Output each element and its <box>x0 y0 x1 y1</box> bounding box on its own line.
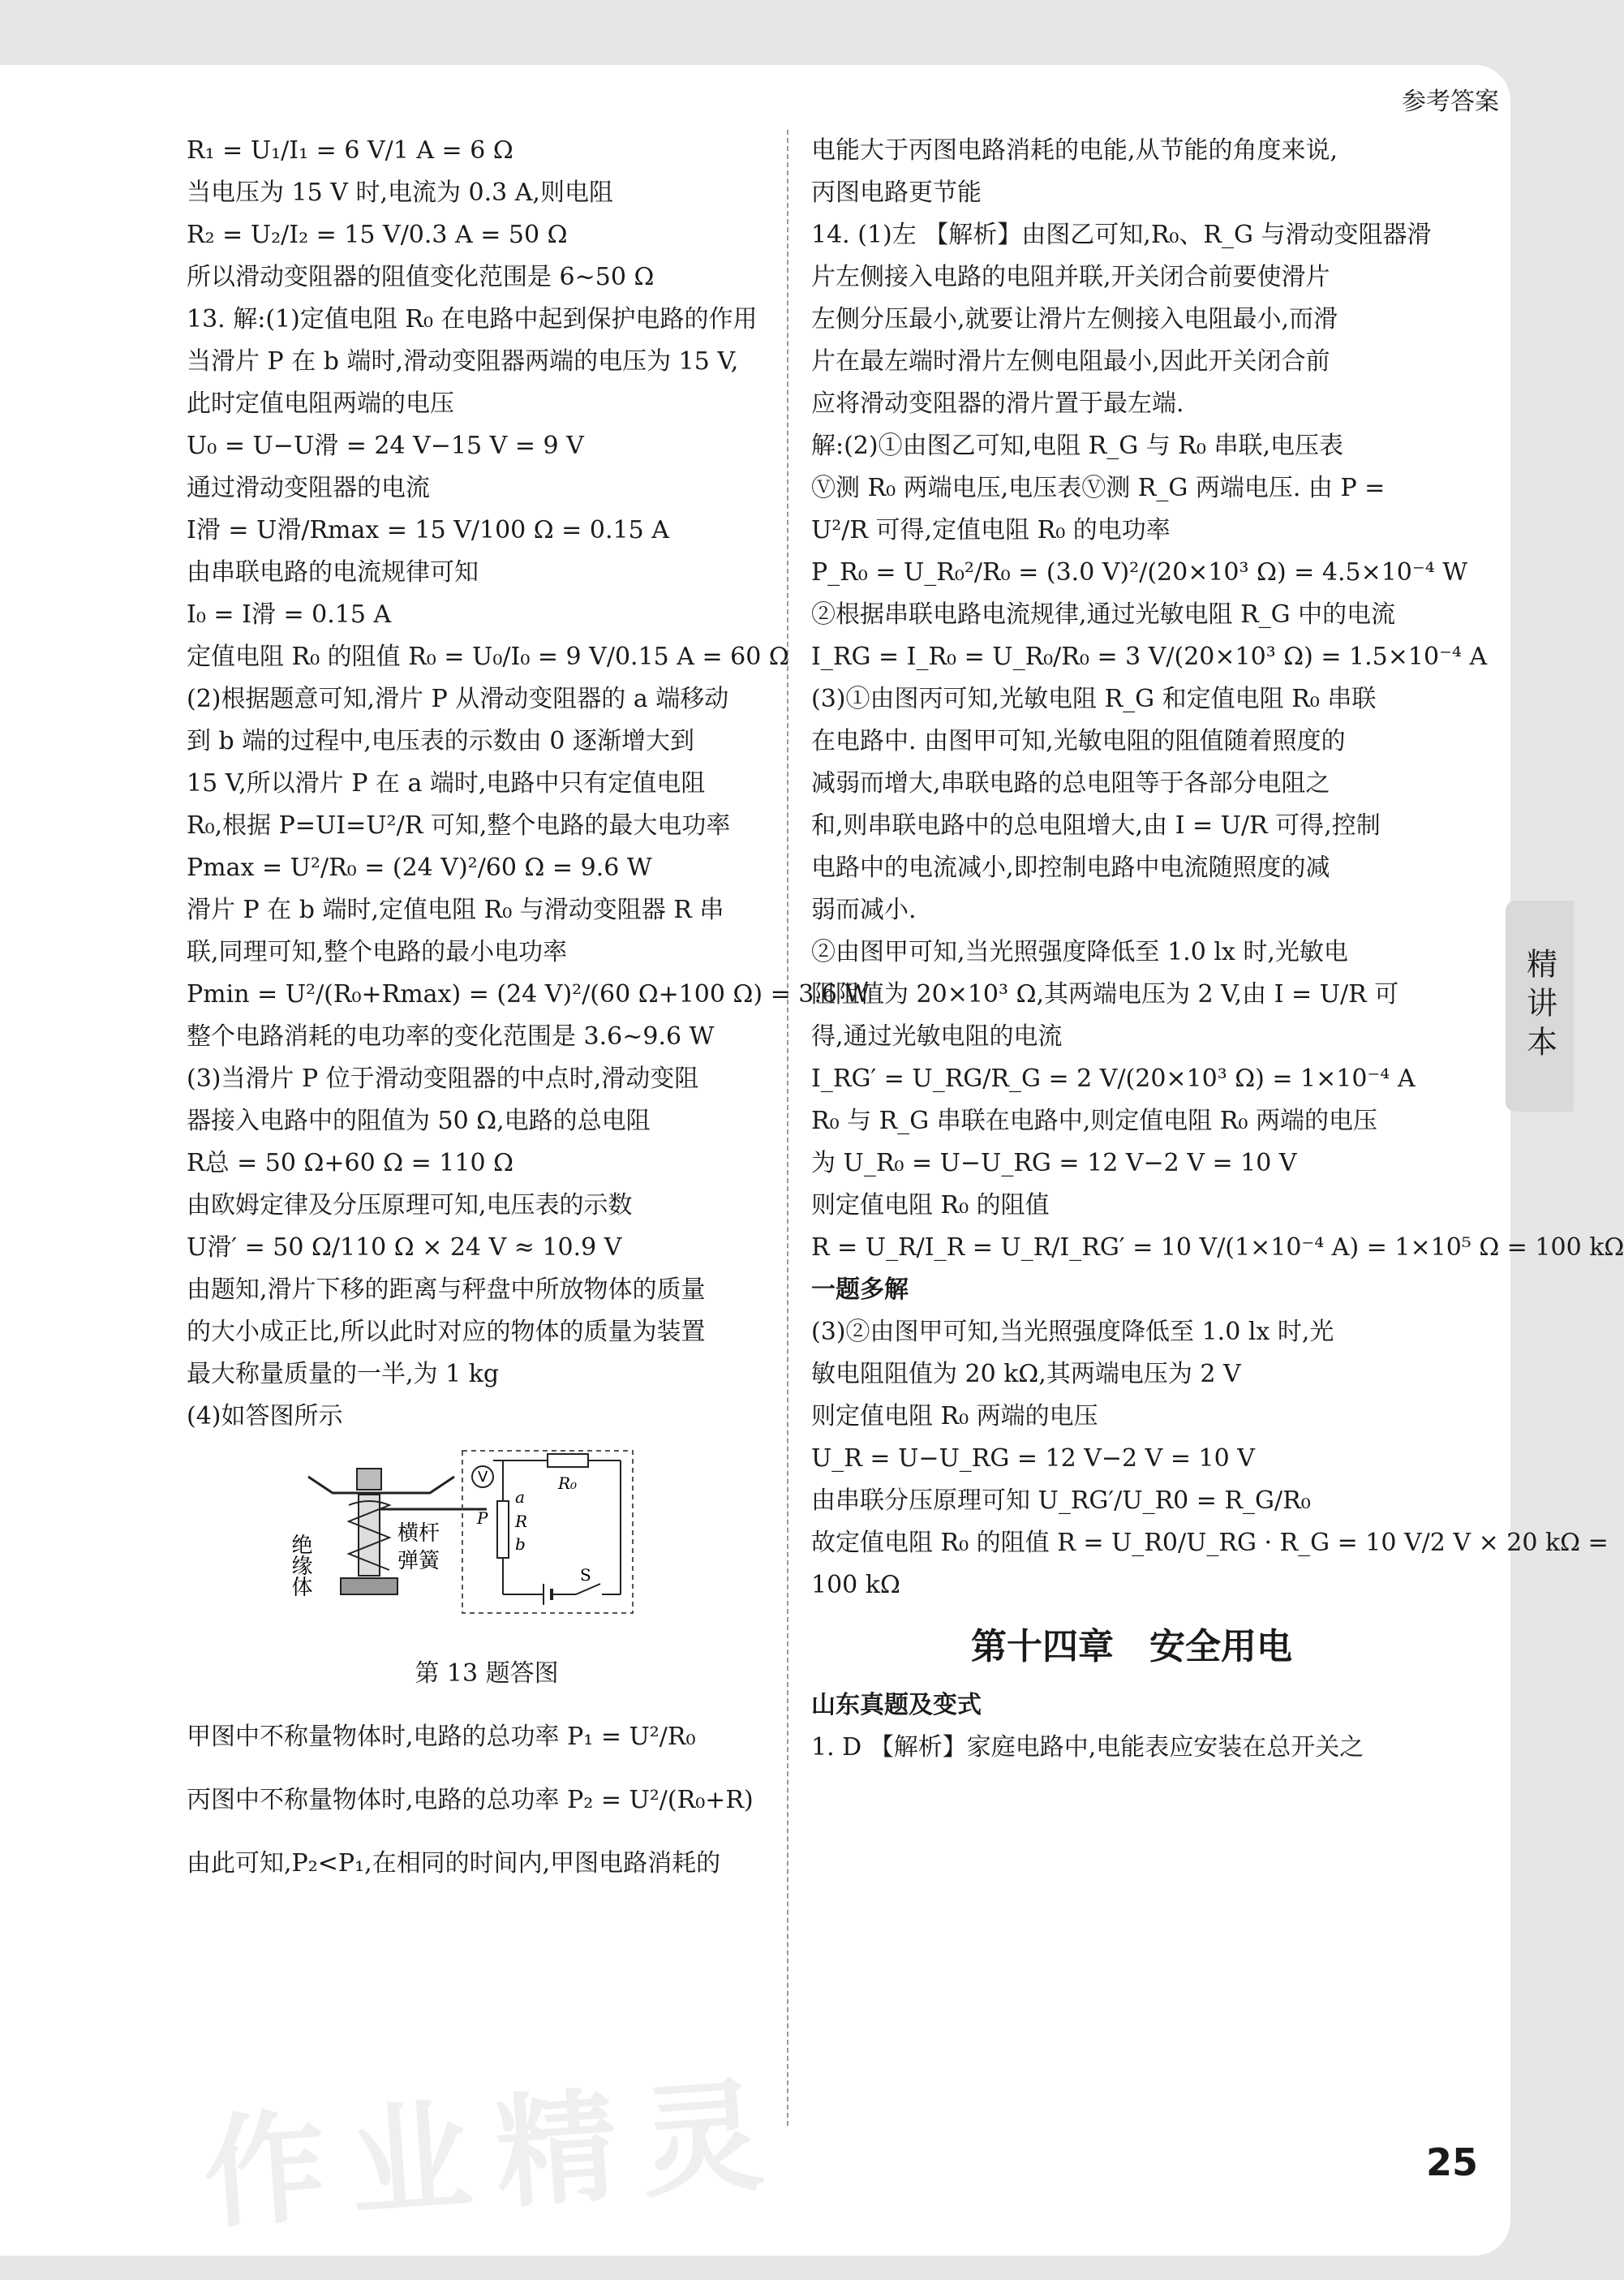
text-line: 片左侧接入电路的电阻并联,开关闭合前要使滑片 <box>811 263 1330 291</box>
circuit-figure <box>288 1444 641 1695</box>
formula-line: U滑′ = 50 Ω/110 Ω × 24 V ≈ 10.9 V <box>187 1233 622 1262</box>
text-line: 此时定值电阻两端的电压 <box>187 389 454 418</box>
text-line: U²/R 可得,定值电阻 R₀ 的电功率 <box>811 516 1171 544</box>
insulator-label: 绝缘体 <box>288 1534 312 1597</box>
text-line: 的大小成正比,所以此时对应的物体的质量为装置 <box>187 1318 706 1346</box>
watermark: 作业精灵 <box>199 2064 793 2246</box>
formula-line: Pmax = U²/R₀ = (24 V)²/60 Ω = 9.6 W <box>187 854 652 882</box>
text-line: 阻阻值为 20×10³ Ω,其两端电压为 2 V,由 I = U/R 可 <box>811 980 1399 1009</box>
text-line: R₁ = U₁/I₁ = 6 V/1 A = 6 Ω <box>187 136 513 165</box>
formula-line: I_RG = I_R₀ = U_R₀/R₀ = 3 V/(20×10³ Ω) = 1.5×10⁻⁴ A <box>811 643 1488 671</box>
side-tab-label: 精讲本 <box>1521 948 1557 1065</box>
text-line: (4)如答图所示 <box>187 1402 343 1430</box>
text-line: (3)当滑片 P 位于滑动变阻器的中点时,滑动变阻 <box>187 1065 699 1093</box>
text-line: 整个电路消耗的电功率的变化范围是 3.6~9.6 W <box>187 1022 715 1051</box>
text-line: 减弱而增大,串联电路的总电阻等于各部分电阻之 <box>811 769 1330 798</box>
text-line: (3)①由图丙可知,光敏电阻 R_G 和定值电阻 R₀ 串联 <box>811 685 1377 713</box>
text-line: 则定值电阻 R₀ 两端的电压 <box>811 1402 1098 1430</box>
page-number: 25 <box>1425 2140 1478 2184</box>
text-line: ②由图甲可知,当光照强度降低至 1.0 lx 时,光敏电 <box>811 938 1348 966</box>
formula-line: I滑 = U滑/Rmax = 15 V/100 Ω = 0.15 A <box>187 516 669 544</box>
text-line: 最大称量质量的一半,为 1 kg <box>187 1360 500 1388</box>
text-line: 由题知,滑片下移的距离与秤盘中所放物体的质量 <box>187 1276 706 1304</box>
text-line: 当电压为 15 V 时,电流为 0.3 A,则电阻 <box>187 179 613 207</box>
section-title: 山东真题及变式 <box>811 1691 982 1719</box>
switch-label: S <box>580 1565 591 1585</box>
text-line: (2)根据题意可知,滑片 P 从滑动变阻器的 a 端移动 <box>187 685 729 713</box>
text-line: ②根据串联电路电流规律,通过光敏电阻 R_G 中的电流 <box>811 600 1396 629</box>
a-label: a <box>515 1487 525 1507</box>
text-line: R₀,根据 P=UI=U²/R 可知,整个电路的最大电功率 <box>187 811 731 840</box>
crossbar-label: 横杆 <box>397 1521 440 1546</box>
circuit-diagram <box>288 1444 641 1639</box>
formula-line: 为 U_R₀ = U−U_RG = 12 V−2 V = 10 V <box>811 1149 1297 1177</box>
formula-line: I_RG′ = U_RG/R_G = 2 V/(20×10³ Ω) = 1×10⁻⁴ A <box>811 1065 1416 1093</box>
chapter-item-1: 1. D 【解析】家庭电路中,电能表应安装在总开关之 <box>811 1733 1364 1762</box>
question-13-start: 13. 解:(1)定值电阻 R₀ 在电路中起到保护电路的作用 <box>187 305 758 333</box>
text-line: 电能大于丙图电路消耗的电能,从节能的角度来说, <box>811 136 1338 165</box>
question-14-start: 14. (1)左 【解析】由图乙可知,R₀、R_G 与滑动变阻器滑 <box>811 221 1432 249</box>
formula-line: R总 = 50 Ω+60 Ω = 110 Ω <box>187 1149 513 1177</box>
formula-line: 故定值电阻 R₀ 的阻值 R = U_R0/U_RG · R_G = 10 V/2 V × 20 kΩ = <box>811 1529 1609 1557</box>
text-line: (3)②由图甲可知,当光照强度降低至 1.0 lx 时,光 <box>811 1318 1334 1346</box>
text-line: 15 V,所以滑片 P 在 a 端时,电路中只有定值电阻 <box>187 769 706 798</box>
text-line: 由此可知,P₂<P₁,在相同的时间内,甲图电路消耗的 <box>187 1849 721 1878</box>
formula-line: Pmin = U²/(R₀+Rmax) = (24 V)²/(60 Ω+100 Ω) = 3.6 W <box>187 980 870 1009</box>
text-line: 得,通过光敏电阻的电流 <box>811 1022 1063 1051</box>
text-line: 当滑片 P 在 b 端时,滑动变阻器两端的电压为 15 V, <box>187 347 739 376</box>
text-line: 器接入电路中的阻值为 50 Ω,电路的总电阻 <box>187 1107 651 1135</box>
column-divider <box>787 130 788 2126</box>
text-line: 弱而减小. <box>811 896 917 924</box>
formula-line: R = U_R/I_R = U_R/I_RG′ = 10 V/(1×10⁻⁴ A) = 1×10⁵ Ω = 100 kΩ <box>811 1233 1624 1262</box>
p-label: P <box>477 1508 488 1528</box>
text-line: 到 b 端的过程中,电压表的示数由 0 逐渐增大到 <box>187 727 694 755</box>
side-tab[interactable] <box>1506 901 1574 1112</box>
text-line: 解:(2)①由图乙可知,电阻 R_G 与 R₀ 串联,电压表 <box>811 432 1343 460</box>
text-line: 则定值电阻 R₀ 的阻值 <box>811 1191 1050 1220</box>
text-line: 应将滑动变阻器的滑片置于最左端. <box>811 389 1184 418</box>
r-label: R <box>515 1512 528 1531</box>
voltmeter-label: V <box>478 1469 488 1486</box>
figure-caption: 第 13 题答图 <box>415 1659 559 1688</box>
alt-solution-heading: 一题多解 <box>811 1276 909 1304</box>
formula-line: I₀ = I滑 = 0.15 A <box>187 600 392 629</box>
r0-label: R₀ <box>558 1473 578 1493</box>
text-line: 丙图电路更节能 <box>811 179 982 207</box>
text-line: 电路中的电流减小,即控制电路中电流随照度的减 <box>811 854 1330 882</box>
text-line: 由串联电路的电流规律可知 <box>187 558 479 587</box>
formula-line: U₀ = U−U滑 = 24 V−15 V = 9 V <box>187 432 584 460</box>
text-line: 所以滑动变阻器的阻值变化范围是 6~50 Ω <box>187 263 655 291</box>
formula-line: P_R₀ = U_R₀²/R₀ = (3.0 V)²/(20×10³ Ω) = 4.5×10⁻⁴ W <box>811 558 1468 587</box>
text-line: 甲图中不称量物体时,电路的总功率 P₁ = U²/R₀ <box>187 1723 696 1751</box>
text-line: 滑片 P 在 b 端时,定值电阻 R₀ 与滑动变阻器 R 串 <box>187 896 724 924</box>
text-line: 联,同理可知,整个电路的最小电功率 <box>187 938 568 966</box>
text-line: 左侧分压最小,就要让滑片左侧接入电阻最小,而滑 <box>811 305 1338 333</box>
spring-label: 弹簧 <box>397 1549 440 1573</box>
page-header-title: 参考答案 <box>1402 88 1499 116</box>
text-line: 敏电阻阻值为 20 kΩ,其两端电压为 2 V <box>811 1360 1241 1388</box>
text-line: 在电路中. 由图甲可知,光敏电阻的阻值随着照度的 <box>811 727 1346 755</box>
text-line: 通过滑动变阻器的电流 <box>187 474 430 502</box>
formula-line: U_R = U−U_RG = 12 V−2 V = 10 V <box>811 1444 1255 1473</box>
chapter-title: 第十四章 安全用电 <box>971 1626 1292 1667</box>
text-line: R₂ = U₂/I₂ = 15 V/0.3 A = 50 Ω <box>187 221 568 249</box>
text-line: 片在最左端时滑片左侧电阻最小,因此开关闭合前 <box>811 347 1330 376</box>
b-label: b <box>515 1534 526 1554</box>
formula-line: 100 kΩ <box>811 1571 900 1599</box>
formula-line: 定值电阻 R₀ 的阻值 R₀ = U₀/I₀ = 9 V/0.15 A = 60 Ω <box>187 643 789 671</box>
formula-line: 由串联分压原理可知 U_RG′/U_R0 = R_G/R₀ <box>811 1486 1311 1515</box>
text-line: Ⓥ测 R₀ 两端电压,电压表Ⓥ测 R_G 两端电压. 由 P = <box>811 474 1386 502</box>
text-line: 丙图中不称量物体时,电路的总功率 P₂ = U²/(R₀+R) <box>187 1786 754 1814</box>
text-line: 和,则串联电路中的总电阻增大,由 I = U/R 可得,控制 <box>811 811 1381 840</box>
text-line: R₀ 与 R_G 串联在电路中,则定值电阻 R₀ 两端的电压 <box>811 1107 1377 1135</box>
text-line: 由欧姆定律及分压原理可知,电压表的示数 <box>187 1191 633 1220</box>
